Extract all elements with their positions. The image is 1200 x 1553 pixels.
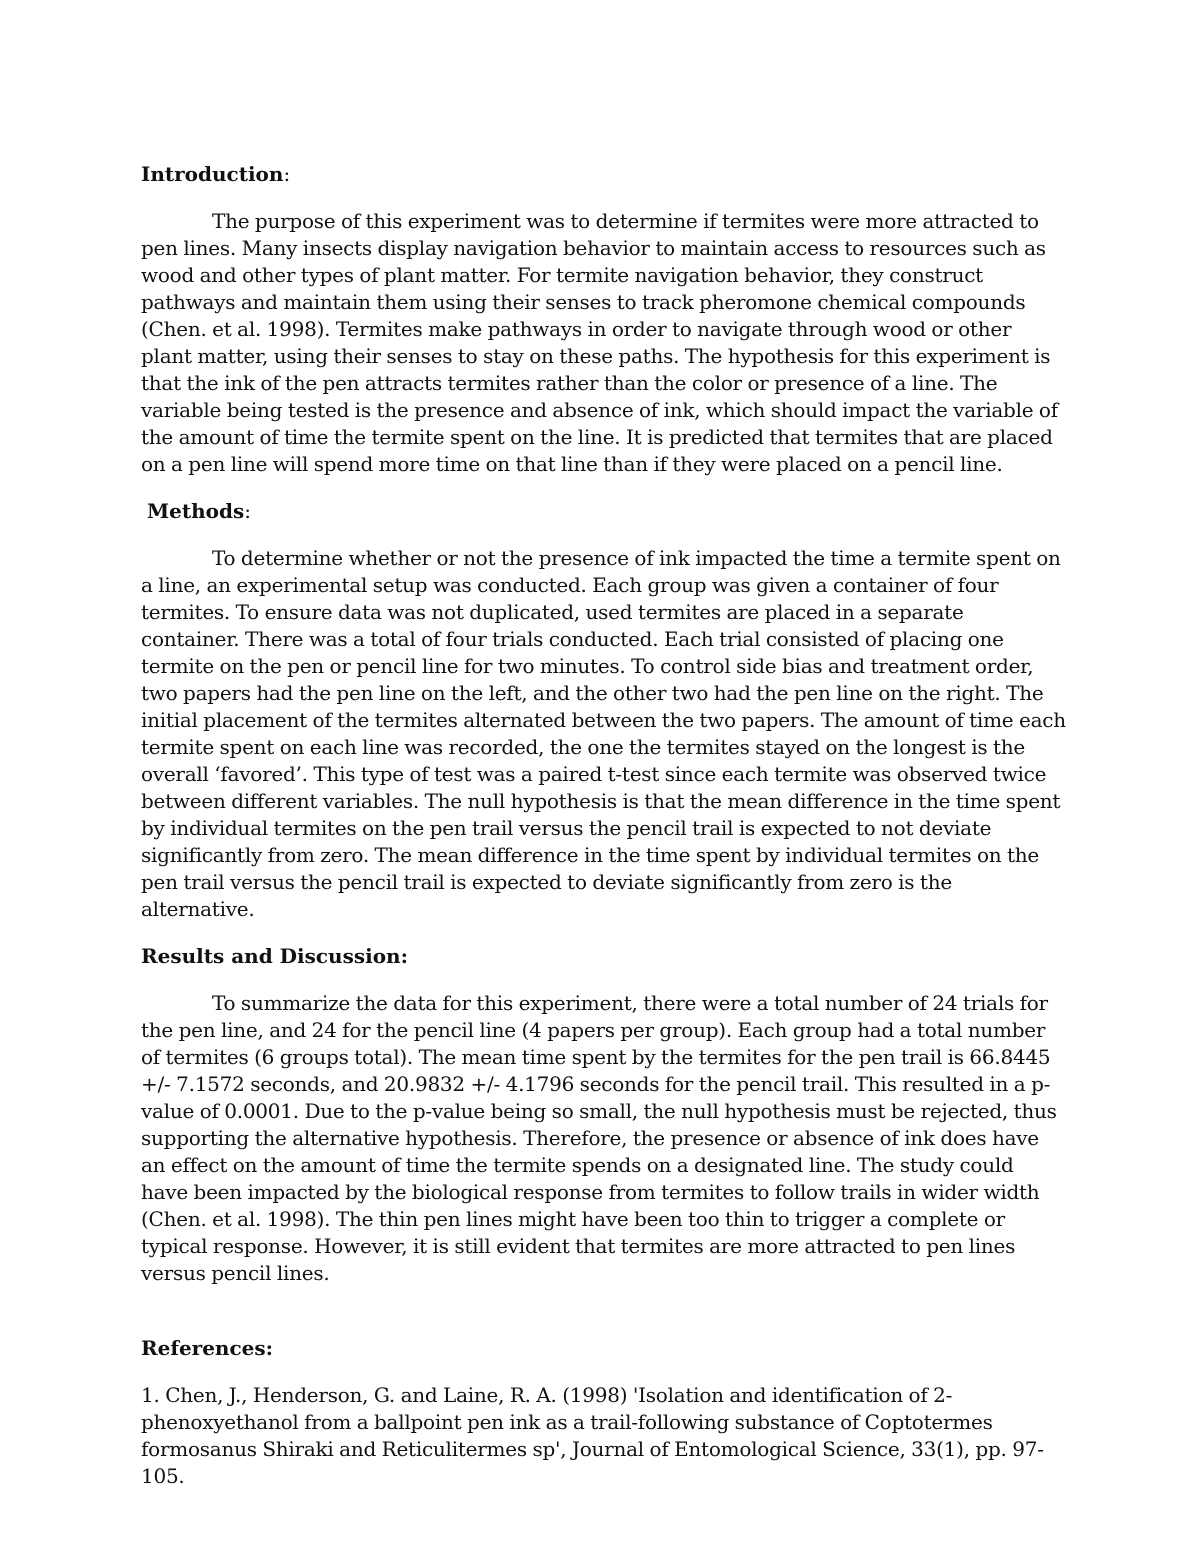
methods-heading-colon: : (244, 499, 251, 523)
introduction-paragraph: The purpose of this experiment was to determine if termites were more attracted to pen lines. Many insects display navigation behavior to maintain access to resources such as wood and other types of plant matter. For termite navigation behavior, they construct pathways and maintain them using their senses to track pheromone chemical compounds (Chen. et al. 1998). Termites make pathways in order to navigate through wood or other plant matter, using their senses to stay on these paths. The hypothesis for this experiment is that the ink of the pen attracts termites rather than the color or presence of a line. The variable being tested is the presence and absence of ink, which should impact the variable of the amount of time the termite spent on the line. It is predicted that termites that are placed on a pen line will spend more time on that line than if they were placed on a pencil line. (141, 209, 1058, 476)
introduction-heading (141, 161, 1066, 188)
reference-item: 1. Chen, J., Henderson, G. and Laine, R. A. (1998) 'Isolation and identification of 2-phenoxyethanol from a ballpoint pen ink as a trail-following substance of Coptotermes formosanus Shiraki and Reticulitermes sp', Journal of Entomological Science, 33(1), pp. 97-105. (141, 1383, 1044, 1488)
results-discussion-paragraph: To summarize the data for this experiment, there were a total number of 24 trials for the pen line, and 24 for the pencil line (4 papers per group). Each group had a total number of termites (6 groups total). The mean time spent by the termites for the pen trail is 66.8445 +/- 7.1572 seconds, and 20.9832 +/- 4.1796 seconds for the pencil trail. This resulted in a p-value of 0.0001. Due to the p-value being so small, the null hypothesis must be rejected, thus supporting the alternative hypothesis. Therefore, the presence or absence of ink does have an effect on the amount of time the termite spends on a designated line. The study could have been impacted by the biological response from termites to follow trails in wider width (Chen. et al. 1998). The thin pen lines might have been too thin to trigger a complete or typical response. However, it is still evident that termites are more attracted to pen lines versus pencil lines. (141, 991, 1057, 1285)
document-page (141, 157, 1066, 1510)
introduction-heading-colon: : (283, 162, 291, 186)
results-discussion-heading: Results and Discussion: (141, 944, 408, 968)
introduction-heading-text: Introduction (141, 162, 284, 186)
references-heading: References: (141, 1336, 274, 1360)
methods-heading (141, 498, 1066, 525)
methods-paragraph: To determine whether or not the presence of ink impacted the time a termite spent on a line, an experimental setup was conducted. Each group was given a container of four termites. To ensure data was not duplicated, used termites are placed in a separate container. There was a total of four trials conducted. Each trial consisted of placing one termite on the pen or pencil line for two minutes. To control side bias and treatment order, two papers had the pen line on the left, and the other two had the pen line on the right. The initial placement of the termites alternated between the two papers. The amount of time each termite spent on each line was recorded, the one the termites stayed on the longest is the overall ‘favored’. This type of test was a paired t-test since each termite was observed twice between different variables. The null hypothesis is that the mean difference in the time spent by individual termites on the pen trail versus the pencil trail is expected to not deviate significantly from zero. The mean difference in the time spent by individual termites on the pen trail versus the pencil trail is expected to deviate significantly from zero is the alternative. (141, 546, 1066, 921)
methods-heading-text: Methods (147, 499, 245, 523)
